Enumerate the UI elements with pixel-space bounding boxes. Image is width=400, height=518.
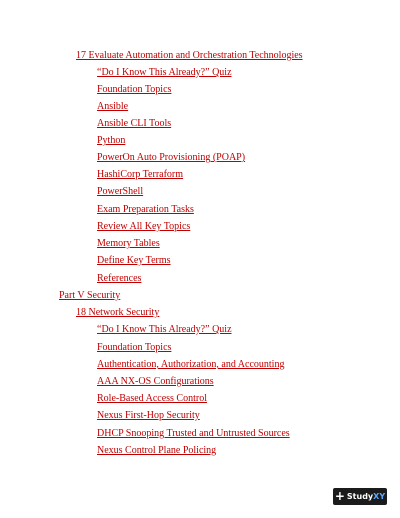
toc-link[interactable]: “Do I Know This Already?” Quiz — [97, 67, 232, 78]
toc-link[interactable]: Foundation Topics — [97, 342, 172, 353]
toc-link[interactable]: Foundation Topics — [97, 84, 172, 95]
toc-link[interactable]: PowerShell — [97, 186, 144, 197]
toc-link[interactable]: Nexus Control Plane Policing — [97, 445, 217, 456]
toc-link[interactable]: Role-Based Access Control — [97, 393, 207, 404]
studyxy-logo — [333, 488, 387, 505]
toc-link[interactable]: Define Key Terms — [97, 255, 171, 266]
toc-link[interactable]: DHCP Snooping Trusted and Untrusted Sources — [97, 428, 290, 439]
toc-link[interactable]: Authentication, Authorization, and Accounting — [97, 359, 285, 370]
logo-text-accent: XY — [373, 492, 386, 501]
toc-link[interactable]: Exam Preparation Tasks — [97, 204, 194, 215]
toc-link[interactable]: References — [97, 273, 142, 284]
toc-link[interactable]: “Do I Know This Already?” Quiz — [97, 324, 232, 335]
toc-link[interactable]: 17 Evaluate Automation and Orchestration Technologies — [76, 50, 303, 61]
toc-link[interactable]: Ansible — [97, 101, 129, 112]
toc-link[interactable]: HashiCorp Terraform — [97, 169, 184, 180]
toc-link[interactable]: Memory Tables — [97, 238, 160, 249]
toc-link[interactable]: Nexus First-Hop Security — [97, 410, 200, 421]
toc-link[interactable]: AAA NX-OS Configurations — [97, 376, 214, 387]
toc-link-part[interactable]: Part V Security — [59, 290, 121, 301]
toc-link-chapter[interactable]: 18 Network Security — [76, 307, 160, 318]
toc-link[interactable]: Review All Key Topics — [97, 221, 191, 232]
toc-link[interactable]: PowerOn Auto Provisioning (POAP) — [97, 152, 246, 163]
plus-icon: + — [334, 489, 345, 503]
logo-text-main: Study — [346, 492, 374, 501]
toc-link[interactable]: Ansible CLI Tools — [97, 118, 172, 129]
toc-link[interactable]: Python — [97, 135, 126, 146]
logo-text — [347, 488, 385, 505]
